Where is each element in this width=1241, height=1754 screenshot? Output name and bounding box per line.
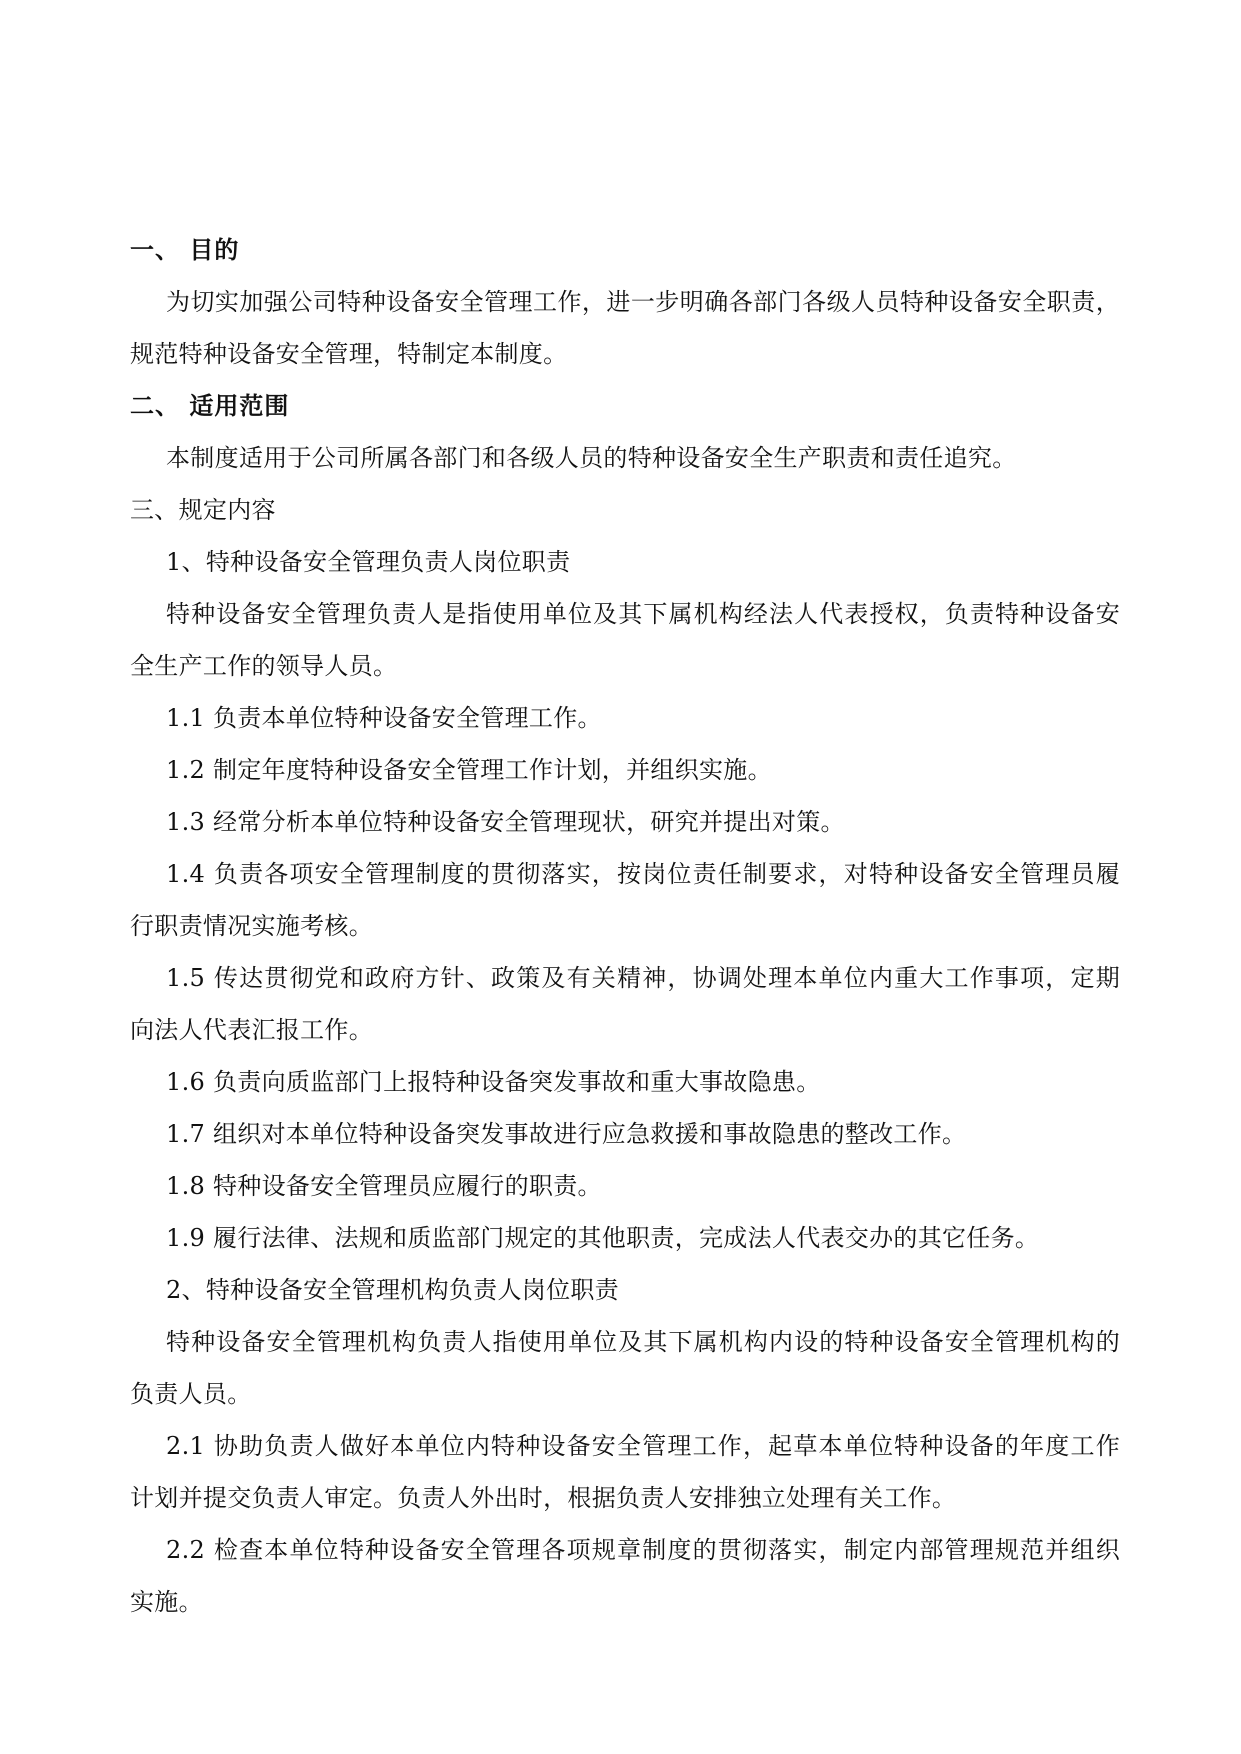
subsection-title: 1、特种设备安全管理负责人岗位职责 [166,548,571,576]
paragraph-line: 本制度适用于公司所属各部门和各级人员的特种设备安全生产职责和责任追究。 [166,444,1017,472]
paragraph-line: 全生产工作的领导人员。 [130,652,398,680]
list-item: 1.8 特种设备安全管理员应履行的职责。 [166,1172,602,1200]
list-item: 1.6 负责向质监部门上报特种设备突发事故和重大事故隐患。 [166,1068,821,1096]
document-body [130,224,1120,1628]
subsection-title: 2、特种设备安全管理机构负责人岗位职责 [166,1276,619,1304]
paragraph-line: 规范特种设备安全管理，特制定本制度。 [130,340,568,368]
section-heading-purpose: 一、 目的 [130,236,240,264]
list-item-continuation: 行职责情况实施考核。 [130,912,373,940]
list-item-continuation: 向法人代表汇报工作。 [130,1016,373,1044]
paragraph-line: 特种设备安全管理负责人是指使用单位及其下属机构经法人代表授权，负责特种设备安 [166,600,1120,628]
list-item-continuation: 计划并提交负责人审定。负责人外出时，根据负责人安排独立处理有关工作。 [130,1484,957,1512]
list-item: 1.5 传达贯彻党和政府方针、政策及有关精神，协调处理本单位内重大工作事项，定期 [166,964,1120,992]
section-heading-provisions: 三、规定内容 [130,496,276,524]
list-item: 2.2 检查本单位特种设备安全管理各项规章制度的贯彻落实，制定内部管理规范并组织 [166,1536,1120,1564]
section-heading-scope: 二、 适用范围 [130,392,290,420]
list-item: 1.7 组织对本单位特种设备突发事故进行应急救援和事故隐患的整改工作。 [166,1120,967,1148]
paragraph-line: 特种设备安全管理机构负责人指使用单位及其下属机构内设的特种设备安全管理机构的 [166,1328,1120,1356]
list-item: 1.9 履行法律、法规和质监部门规定的其他职责，完成法人代表交办的其它任务。 [166,1224,1040,1252]
list-item: 1.1 负责本单位特种设备安全管理工作。 [166,704,602,732]
list-item: 1.2 制定年度特种设备安全管理工作计划，并组织实施。 [166,756,772,784]
paragraph-line: 负责人员。 [130,1380,252,1408]
list-item: 2.1 协助负责人做好本单位内特种设备安全管理工作，起草本单位特种设备的年度工作 [166,1432,1120,1460]
list-item: 1.4 负责各项安全管理制度的贯彻落实，按岗位责任制要求，对特种设备安全管理员履 [166,860,1120,888]
list-item: 1.3 经常分析本单位特种设备安全管理现状，研究并提出对策。 [166,808,845,836]
paragraph-line: 为切实加强公司特种设备安全管理工作，进一步明确各部门各级人员特种设备安全职责， [166,288,1120,316]
list-item-continuation: 实施。 [130,1588,203,1616]
